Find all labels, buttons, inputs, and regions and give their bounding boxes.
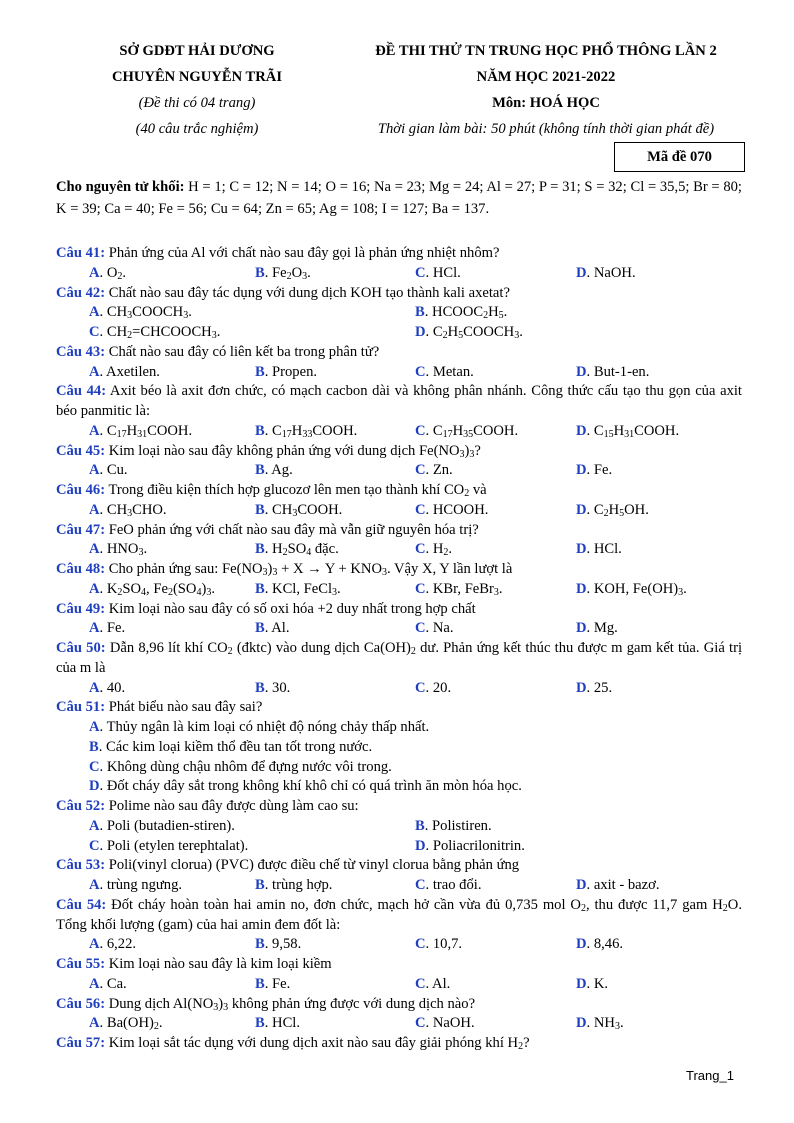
option-text: $H_2$. <box>432 541 453 559</box>
option-letter: A <box>89 363 100 380</box>
question-text: Dẫn 8,96 lít khí $CO_2$ (đktc) vào dung dịch $Ca(OH)_2$ dư. Phản ứng kết thúc thu được m gam kết tủa. Giá trị của m là <box>56 640 742 676</box>
question-list <box>56 244 742 1054</box>
option-letter: A <box>89 679 100 696</box>
option-text: Fe. <box>272 975 291 992</box>
options-row <box>56 264 742 284</box>
question-label: Câu 55: <box>56 956 106 972</box>
answer-option: A. $CH_3CHO$. <box>89 501 167 519</box>
option-text: Cu. <box>106 462 128 479</box>
option-letter: C <box>415 541 426 558</box>
option-letter: A <box>89 304 100 321</box>
options-row <box>56 363 742 383</box>
options-row <box>56 975 742 995</box>
question-text: Phát biểu nào sau đây sai? <box>105 699 263 716</box>
option-text: $CH_3COOH$. <box>272 501 343 519</box>
question-label: Câu 44: <box>56 383 107 400</box>
options-row: A. Thủy ngân là kim loại có nhiệt độ nóng chảy thấp nhất. <box>89 719 430 735</box>
answer-option: B. 30. <box>255 679 291 696</box>
question-stem <box>56 639 742 679</box>
answer-option: B. HCl. <box>255 1015 301 1032</box>
question-text: Kim loại nào sau đây có số oxi hóa +2 duy nhất trong hợp chất <box>105 600 476 617</box>
option-letter: B <box>255 936 265 953</box>
option-letter: A <box>89 719 100 735</box>
option-letter: C <box>89 758 100 775</box>
exam-title: ĐỀ THI THỬ TN TRUNG HỌC PHỔ THÔNG LẦN 2 <box>375 43 717 59</box>
option-text: Poli (butadien-stiren). <box>106 817 235 834</box>
option-text: Thủy ngân là kim loại có nhiệt độ nóng chảy thấp nhất. <box>106 719 430 735</box>
option-text: $CH_2=CHCOOCH_3$. <box>106 324 221 341</box>
page-footer: Trang_1 <box>686 1068 734 1083</box>
department-name: SỞ GDĐT HẢI DƯƠNG <box>119 43 275 59</box>
option-letter: D <box>415 324 426 340</box>
option-letter: B <box>255 679 265 696</box>
option-letter: C <box>89 837 100 854</box>
answer-option: D. $C_2H_5OH$. <box>576 501 649 519</box>
question-label: Câu 51: <box>56 699 106 716</box>
option-letter: A <box>89 620 100 637</box>
answer-option: B. Fe. <box>255 975 291 992</box>
option-letter: A <box>89 580 100 597</box>
question-stem <box>56 244 742 264</box>
answer-option: B. $Fe_2O_3$. <box>255 264 311 282</box>
options-row <box>56 679 742 699</box>
question-label: Câu 54: <box>56 896 107 913</box>
option-letter: A <box>89 936 100 953</box>
option-letter: B <box>255 975 265 992</box>
question-text: Kim loại nào sau đây không phản ứng với dung dịch $Fe(NO_3)_3$? <box>105 442 481 460</box>
option-letter: B <box>255 1015 265 1032</box>
answer-option: A. Axetilen. <box>89 363 160 380</box>
answer-option: D. NaOH. <box>576 264 636 281</box>
option-text: K. <box>593 975 609 992</box>
option-text: Al. <box>432 975 451 992</box>
option-text: HCl. <box>272 1015 301 1032</box>
option-text: $C_{15}H_{31}COOH$. <box>593 422 680 440</box>
answer-option: D. $C_{15}H_{31}COOH$. <box>576 422 680 440</box>
option-letter: A <box>89 501 100 518</box>
option-text: Polistiren. <box>432 817 492 834</box>
options-row <box>56 580 742 600</box>
option-letter: B <box>89 738 99 755</box>
question-stem <box>56 284 742 304</box>
question-stem <box>56 698 742 718</box>
option-letter: C <box>415 1015 426 1032</box>
option-text: Fe. <box>593 462 613 479</box>
option-text: 40. <box>106 679 126 696</box>
option-letter: B <box>255 541 265 558</box>
option-text: Fe. <box>106 620 126 637</box>
question-stem <box>56 521 742 541</box>
question-label: Câu 56: <box>56 995 106 1012</box>
option-text: $Ba(OH)_2$. <box>106 1015 163 1033</box>
atomic-masses-label: Cho nguyên tử khối: <box>56 179 185 195</box>
option-letter: D <box>576 264 587 281</box>
question-label: Câu 57: <box>56 1035 106 1051</box>
answer-option: A. 40. <box>89 679 126 696</box>
option-letter: D <box>415 837 426 854</box>
option-letter: D <box>576 541 587 558</box>
option-letter: A <box>89 975 100 992</box>
option-letter: C <box>415 679 426 696</box>
answer-option: A. $Ba(OH)_2$. <box>89 1015 163 1033</box>
answer-option: D. $NH_3$. <box>576 1015 624 1033</box>
option-text: NaOH. <box>432 1015 475 1032</box>
question-text: Polime nào sau đây được dùng làm cao su: <box>105 798 359 814</box>
option-letter: B <box>255 422 265 439</box>
question-text: Kim loại sắt tác dụng với dung dịch axit nào sau đây giải phóng khí $H_2$? <box>105 1035 530 1052</box>
school-name: CHUYÊN NGUYỄN TRÃI <box>111 69 282 85</box>
option-text: axit - bazơ. <box>593 877 660 893</box>
option-text: Poliacrilonitrin. <box>432 837 525 854</box>
answer-option: D. 25. <box>576 679 613 696</box>
option-text: $H_2SO_4$ đặc. <box>272 541 339 559</box>
option-text: Axetilen. <box>106 363 160 380</box>
option-text: Zn. <box>432 462 453 479</box>
option-letter: C <box>89 324 100 340</box>
option-letter: D <box>576 936 587 953</box>
exam-header <box>350 38 742 142</box>
question-text: Kim loại nào sau đây là kim loại kiềm <box>105 956 332 972</box>
option-letter: D <box>576 975 587 992</box>
question-label: Câu 46: <box>56 482 106 498</box>
option-text: Không dùng chậu nhôm để đựng nước vôi trong. <box>106 758 392 775</box>
question-text: Poli(vinyl clorua) (PVC) được điều chế từ vinyl clorua bằng phản ứng <box>105 857 520 874</box>
option-text: trùng ngưng. <box>106 877 183 893</box>
option-text: 20. <box>432 679 452 696</box>
question-stem <box>56 955 742 975</box>
option-letter: D <box>576 462 587 479</box>
options-row <box>56 323 742 343</box>
option-text: HCl. <box>593 541 622 558</box>
option-letter: C <box>415 936 426 953</box>
option-text: $O_2$. <box>106 264 127 282</box>
option-text: KBr, FeBr$_3$. <box>432 580 503 598</box>
option-text: $CH_3COOCH_3$. <box>106 304 192 322</box>
option-letter: D <box>89 778 100 795</box>
answer-option: C. Al. <box>415 975 451 992</box>
options-row <box>56 837 742 857</box>
options-row <box>56 540 742 560</box>
answer-option: A. trùng ngưng. <box>89 877 183 893</box>
atomic-masses-values: H = 1; C = 12; N = 14; O = 16; Na = 23; Mg = 24; Al = 27; P = 31; S = 32; Cl = 35,5; Br = 80; K = 39; Ca = 40; Fe = 56; Cu = 64; Zn = 65; Ag = 108; I = 127; Ba = 137. <box>56 179 742 217</box>
question-text: Trong điều kiện thích hợp glucozơ lên men tạo thành khí $CO_2$ và <box>105 482 487 499</box>
answer-option: D. Mg. <box>576 620 618 637</box>
option-letter: C <box>415 580 426 597</box>
option-letter: D <box>576 620 587 637</box>
option-letter: D <box>576 679 587 696</box>
option-text: KCl, FeCl$_3$. <box>272 580 341 598</box>
option-letter: D <box>576 363 587 380</box>
question-label: Câu 52: <box>56 798 106 814</box>
answer-option: C. HCl. <box>415 264 461 281</box>
option-letter: C <box>415 877 426 893</box>
option-letter: D <box>576 422 587 439</box>
atomic-masses <box>56 176 742 220</box>
option-text: Poli (etylen terephtalat). <box>106 837 249 854</box>
option-letter: C <box>415 975 426 992</box>
options-row <box>56 876 742 896</box>
question-label: Câu 41: <box>56 245 106 261</box>
answer-option: B. $H_2SO_4$ đặc. <box>255 541 339 559</box>
page-count-note: (Đề thi có 04 trang) <box>138 95 256 111</box>
option-text: $C_2H_5COOCH_3$. <box>432 324 523 341</box>
option-text: 25. <box>593 679 613 696</box>
time-note: Thời gian làm bài: 50 phút (không tính thời gian phát đề) <box>377 121 715 137</box>
options-row <box>56 303 742 323</box>
answer-option: D. Fe. <box>576 462 613 479</box>
question-label: Câu 47: <box>56 521 106 538</box>
answer-option: B. KCl, FeCl$_3$. <box>255 580 341 598</box>
option-letter: A <box>89 877 100 893</box>
option-letter: B <box>255 363 265 380</box>
question-stem <box>56 560 742 580</box>
options-row: B. Các kim loại kiềm thổ đều tan tốt trong nước. <box>89 738 373 755</box>
question-label: Câu 50: <box>56 640 106 656</box>
options-row: D. Đốt cháy dây sắt trong không khí khô chỉ có quá trình ăn mòn hóa học. <box>89 778 522 795</box>
option-text: Na. <box>432 620 454 637</box>
option-letter: B <box>255 462 265 479</box>
answer-option: B. Al. <box>255 620 290 637</box>
answer-option: C. $CH_2=CHCOOCH_3$. <box>89 324 221 341</box>
option-letter: A <box>89 1015 100 1032</box>
option-letter: C <box>415 422 426 439</box>
answer-option: C. Zn. <box>415 462 453 479</box>
question-stem <box>56 797 742 817</box>
answer-option: D. KOH, $Fe(OH)_3$. <box>576 580 687 598</box>
question-stem <box>56 382 742 422</box>
answer-option: B. Ag. <box>255 462 293 479</box>
answer-option: A. 6,22. <box>89 936 137 953</box>
question-text: FeO phản ứng với chất nào sau đây mà vẫn giữ nguyên hóa trị? <box>105 521 479 538</box>
option-text: Metan. <box>432 363 474 380</box>
option-text: But-1-en. <box>593 363 650 380</box>
option-text: HCl. <box>432 264 461 281</box>
question-label: Câu 42: <box>56 284 106 301</box>
option-text: Mg. <box>593 620 618 637</box>
option-text: $C_{17}H_{35}COOH$. <box>432 422 519 440</box>
question-stem <box>56 343 742 363</box>
option-text: 30. <box>272 679 291 696</box>
answer-option: A. $HNO_3$. <box>89 541 148 559</box>
option-text: $HNO_3$. <box>106 541 148 559</box>
option-text: $CH_3CHO$. <box>106 501 167 519</box>
question-text: Đốt cháy hoàn toàn hai amin no, đơn chức, mạch hở cần vừa đủ 0,735 mol $O_2$, thu được 11,7 gam $H_2O$. Tổng khối lượng (gam) của hai amin đem đốt là: <box>56 896 742 933</box>
option-letter: C <box>415 462 426 479</box>
school-header <box>88 38 306 142</box>
answer-option: B. Polistiren. <box>415 817 492 834</box>
option-text: $Fe_2O_3$. <box>272 264 311 282</box>
answer-option: D. K. <box>576 975 609 992</box>
option-text: $C_{17}H_{33}COOH$. <box>272 422 358 440</box>
question-stem <box>56 995 742 1015</box>
answer-option: C. 20. <box>415 679 452 696</box>
question-stem <box>56 481 742 501</box>
option-letter: A <box>89 422 100 439</box>
question-text: Cho phản ứng sau: $Fe(NO_3)_3 + X \to Y + KNO_3$. Vậy X, Y lần lượt là <box>105 561 513 578</box>
answer-option: C. Poli (etylen terephtalat). <box>89 837 249 854</box>
option-letter: B <box>255 620 265 637</box>
option-letter: C <box>415 363 426 380</box>
question-stem <box>56 896 742 936</box>
option-letter: C <box>415 501 426 518</box>
answer-option: D. axit - bazơ. <box>576 877 660 893</box>
option-text: 8,46. <box>593 936 624 953</box>
option-letter: B <box>415 817 425 834</box>
option-text: Ag. <box>271 462 293 479</box>
answer-option: C. $C_{17}H_{35}COOH$. <box>415 422 519 440</box>
option-text: Đốt cháy dây sắt trong không khí khô chỉ có quá trình ăn mòn hóa học. <box>106 778 522 795</box>
answer-option: B. trùng hợp. <box>255 877 333 893</box>
answer-option: D. HCl. <box>576 541 622 558</box>
option-letter: C <box>415 620 426 637</box>
subject: Môn: HOÁ HỌC <box>492 95 600 111</box>
option-text: Al. <box>271 620 290 637</box>
question-label: Câu 49: <box>56 600 106 617</box>
option-letter: B <box>415 304 425 321</box>
option-text: $K_2SO_4$, $Fe_2(SO_4)_3$. <box>106 580 215 598</box>
option-text: trao đổi. <box>432 877 482 893</box>
question-text: Axit béo là axit đơn chức, có mạch cacbon dài và không phân nhánh. Công thức cấu tạo thu gọn của axit béo panmitic là: <box>56 383 742 419</box>
option-text: Các kim loại kiềm thổ đều tan tốt trong nước. <box>106 738 373 755</box>
question-stem <box>56 856 742 876</box>
option-letter: C <box>415 264 426 281</box>
answer-option: B. Propen. <box>255 363 318 380</box>
question-text: Dung dịch $Al(NO_3)_3$ không phản ứng được với dung dịch nào? <box>105 995 476 1013</box>
option-text: $HCOOC_2H_5$. <box>432 304 508 322</box>
answer-option: A. Poli (butadien-stiren). <box>89 817 235 834</box>
answer-option: D. $C_2H_5COOCH_3$. <box>415 324 523 341</box>
answer-option: A. $O_2$. <box>89 264 127 282</box>
options-row <box>56 619 742 639</box>
option-letter: D <box>576 1015 587 1032</box>
answer-option: A. Ca. <box>89 975 127 992</box>
question-label: Câu 53: <box>56 857 106 874</box>
option-text: Ca. <box>106 975 127 992</box>
option-letter: D <box>576 501 587 518</box>
options-row <box>56 817 742 837</box>
answer-option: C. NaOH. <box>415 1015 475 1032</box>
answer-option: A. Fe. <box>89 620 126 637</box>
option-letter: B <box>255 501 265 518</box>
answer-option: D. But-1-en. <box>576 363 650 380</box>
answer-option: B. $C_{17}H_{33}COOH$. <box>255 422 358 440</box>
answer-option: C. Metan. <box>415 363 474 380</box>
question-count-note: (40 câu trắc nghiệm) <box>135 121 259 137</box>
option-letter: D <box>576 580 587 597</box>
answer-option: C. KBr, FeBr$_3$. <box>415 580 503 598</box>
option-text: NaOH. <box>593 264 636 281</box>
question-text: Chất nào sau đây tác dụng với dung dịch KOH tạo thành kali axetat? <box>105 284 510 301</box>
option-text: $C_{17}H_{31}COOH$. <box>106 422 193 440</box>
exam-code: Mã đề 070 <box>614 142 745 172</box>
options-row <box>56 422 742 442</box>
answer-option: A. Cu. <box>89 462 128 479</box>
answer-option: A. $CH_3COOCH_3$. <box>89 304 192 322</box>
answer-option: C. trao đổi. <box>415 877 482 893</box>
question-stem <box>56 600 742 620</box>
answer-option: B. $HCOOC_2H_5$. <box>415 304 508 322</box>
question-label: Câu 43: <box>56 343 106 360</box>
option-letter: A <box>89 817 100 834</box>
option-text: KOH, $Fe(OH)_3$. <box>593 580 687 598</box>
options-row <box>56 935 742 955</box>
option-letter: B <box>255 877 265 893</box>
options-row <box>56 461 742 481</box>
question-text: Chất nào sau đây có liên kết ba trong phân tử? <box>105 343 380 360</box>
answer-option: C. Na. <box>415 620 454 637</box>
question-label: Câu 45: <box>56 442 106 459</box>
answer-option: B. 9,58. <box>255 936 302 953</box>
option-text: $C_2H_5OH$. <box>593 501 649 519</box>
question-label: Câu 48: <box>56 561 106 577</box>
answer-option: C. HCOOH. <box>415 501 489 518</box>
options-row: C. Không dùng chậu nhôm để đựng nước vôi trong. <box>89 758 392 775</box>
option-letter: A <box>89 462 100 479</box>
option-letter: D <box>576 877 587 893</box>
option-text: 6,22. <box>106 936 137 953</box>
answer-option: C. $H_2$. <box>415 541 453 559</box>
question-text: Phản ứng của Al với chất nào sau đây gọi là phản ứng nhiệt nhôm? <box>105 245 500 261</box>
option-text: 9,58. <box>272 936 302 953</box>
answer-option: D. Poliacrilonitrin. <box>415 837 525 854</box>
option-text: trùng hợp. <box>272 877 333 893</box>
options-row <box>56 1014 742 1034</box>
answer-option: A. $K_2SO_4$, $Fe_2(SO_4)_3$. <box>89 580 215 598</box>
option-letter: B <box>255 264 265 281</box>
option-text: 10,7. <box>432 936 463 953</box>
answer-option: A. $C_{17}H_{31}COOH$. <box>89 422 193 440</box>
options-row <box>56 501 742 521</box>
option-text: $NH_3$. <box>593 1015 624 1033</box>
option-letter: A <box>89 264 100 281</box>
question-stem <box>56 442 742 462</box>
answer-option: D. 8,46. <box>576 936 624 953</box>
option-text: HCOOH. <box>432 501 489 518</box>
answer-option: B. $CH_3COOH$. <box>255 501 343 519</box>
option-letter: B <box>255 580 265 597</box>
answer-option: C. 10,7. <box>415 936 463 953</box>
school-year: NĂM HỌC 2021-2022 <box>476 69 616 85</box>
question-stem <box>56 1034 742 1054</box>
option-text: Propen. <box>272 363 318 380</box>
option-letter: A <box>89 541 100 558</box>
